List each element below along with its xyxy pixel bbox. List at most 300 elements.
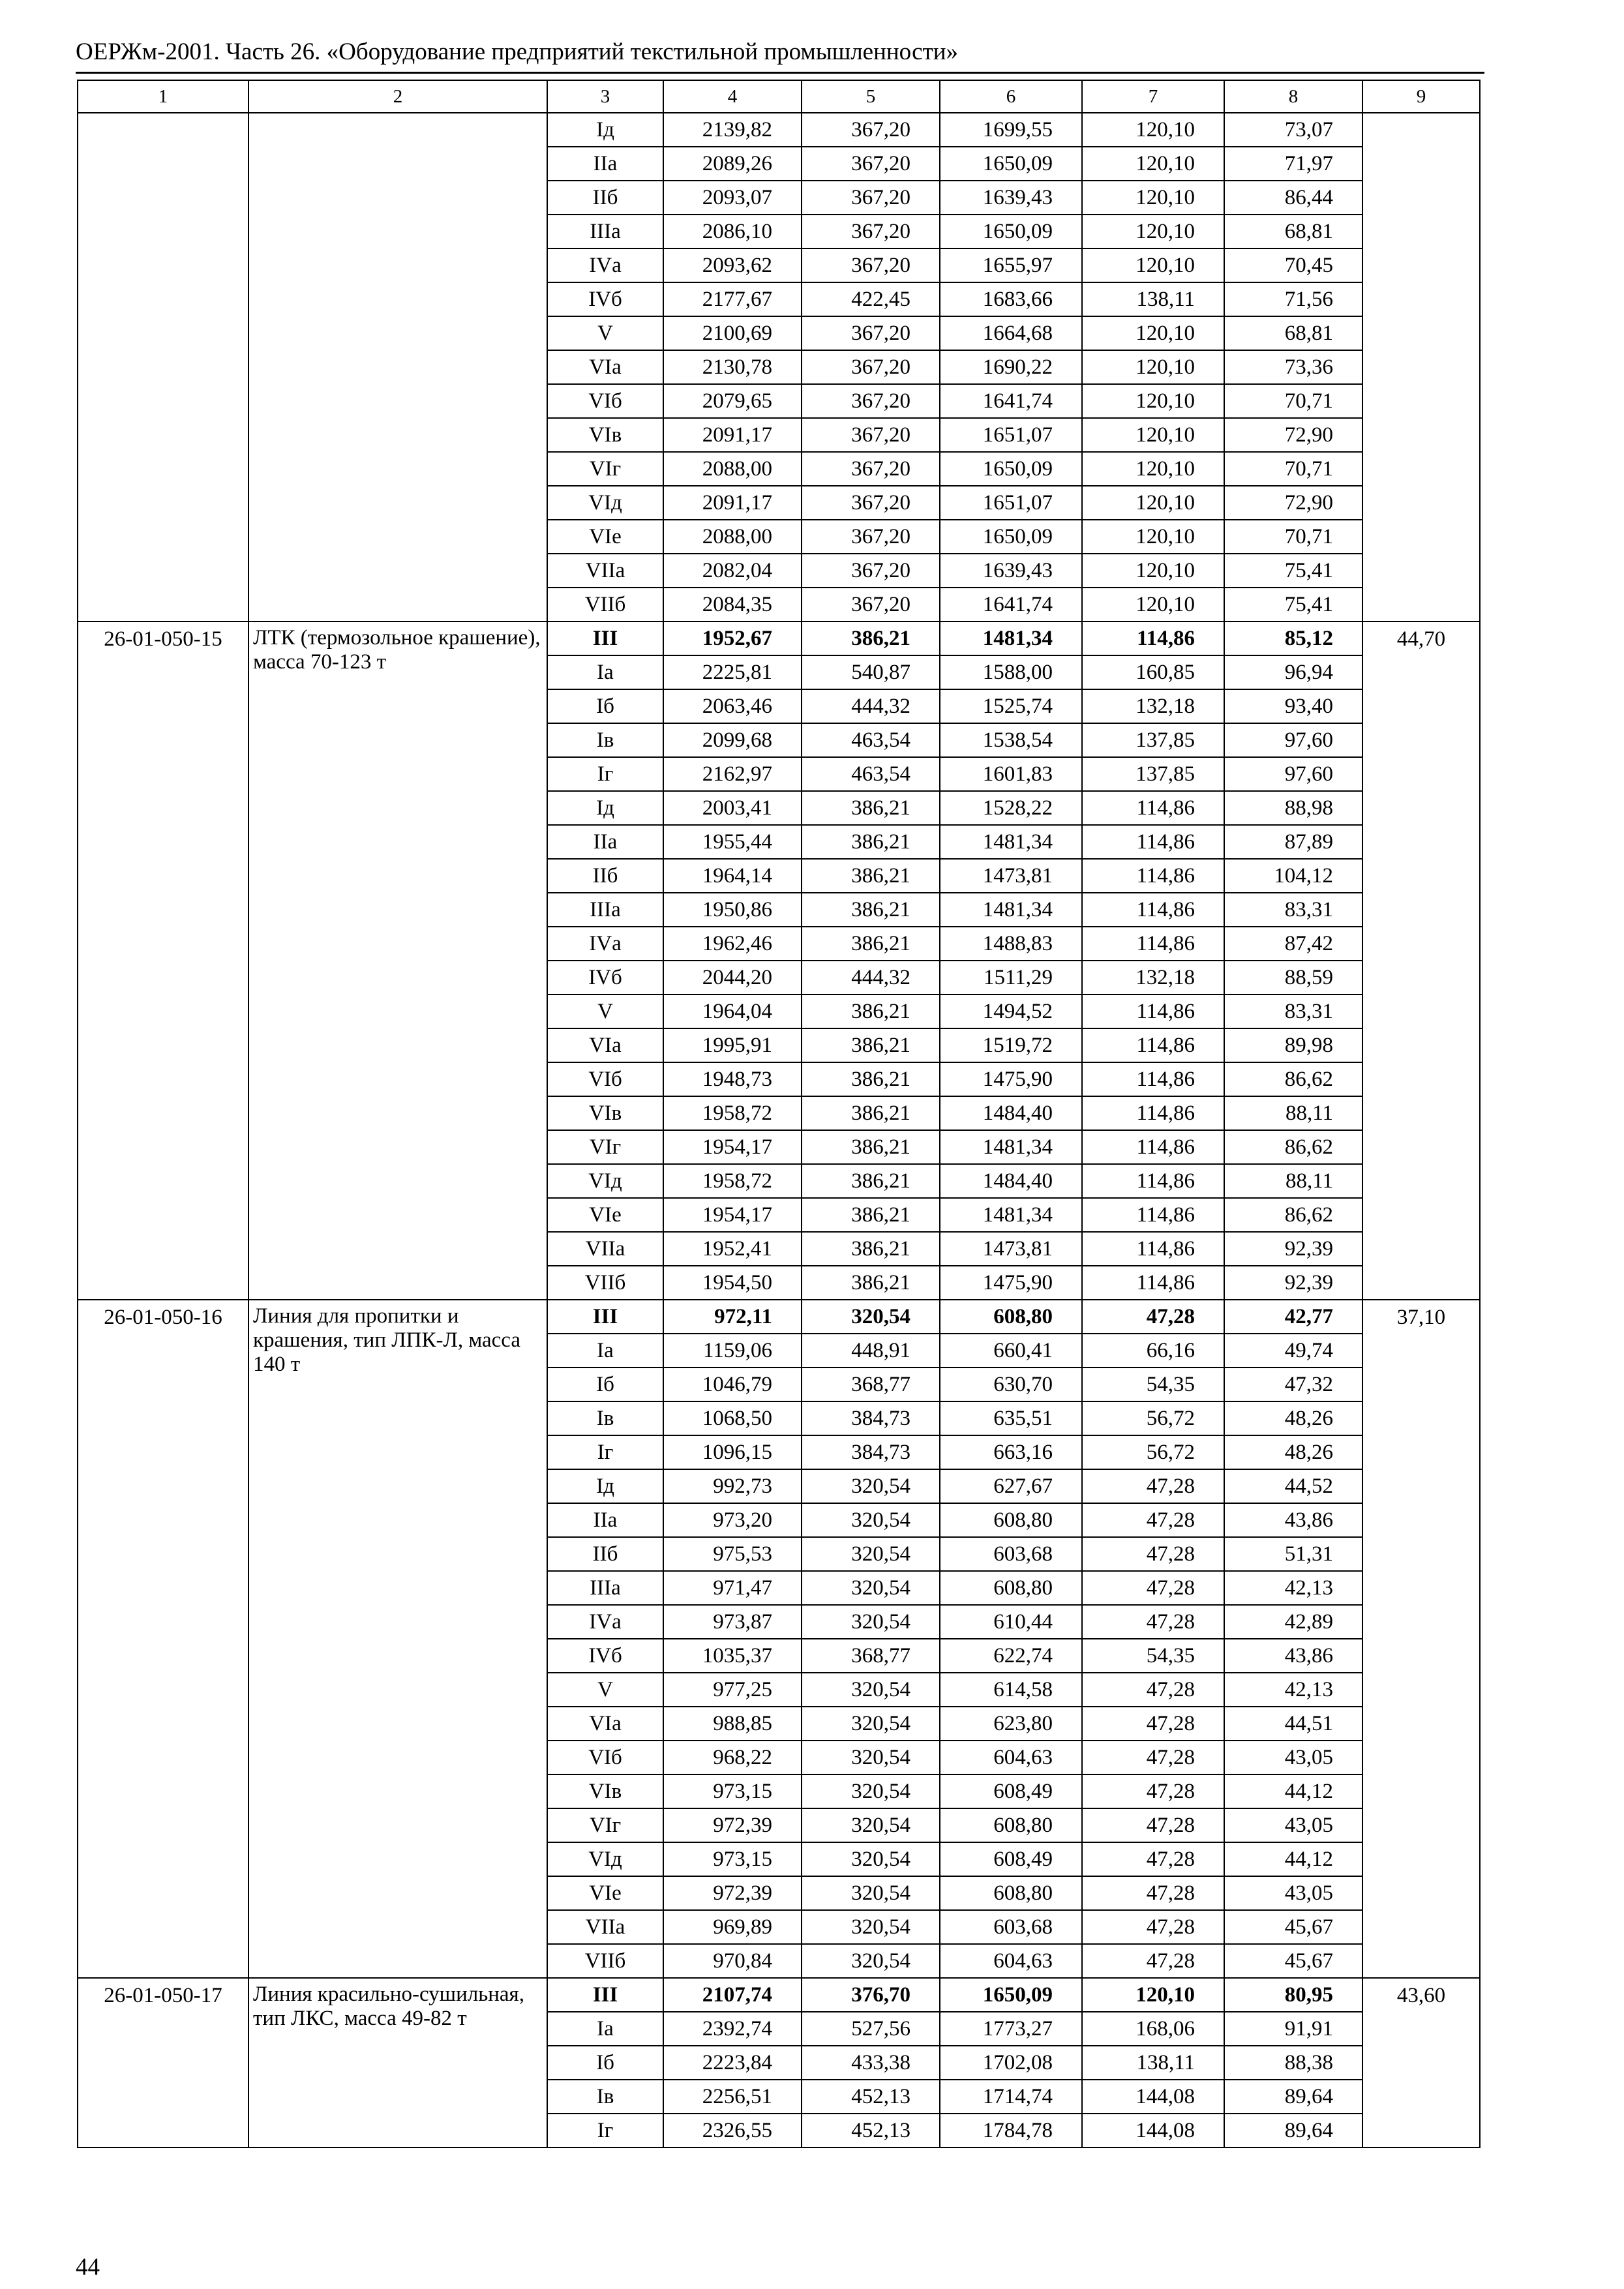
zone-cell: III xyxy=(547,621,663,655)
value-cell: 45,67 xyxy=(1224,1944,1362,1978)
value-cell: 88,59 xyxy=(1224,961,1362,995)
value-cell: 608,80 xyxy=(940,1876,1082,1910)
zone-cell: Iб xyxy=(547,689,663,723)
value-cell: 367,20 xyxy=(802,316,940,350)
value-cell: 386,21 xyxy=(802,1028,940,1062)
value-cell: 80,95 xyxy=(1224,1978,1362,2012)
value-cell: 114,86 xyxy=(1082,1232,1224,1266)
value-cell: 386,21 xyxy=(802,825,940,859)
value-cell: 320,54 xyxy=(802,1741,940,1774)
value-cell: 320,54 xyxy=(802,1605,940,1639)
value-cell: 137,85 xyxy=(1082,723,1224,757)
value-cell: 120,10 xyxy=(1082,215,1224,248)
zone-cell: IIIа xyxy=(547,215,663,248)
value-cell: 2093,07 xyxy=(663,181,802,215)
value-cell: 630,70 xyxy=(940,1368,1082,1401)
value-cell: 2177,67 xyxy=(663,282,802,316)
value-cell: 367,20 xyxy=(802,452,940,486)
value-cell: 132,18 xyxy=(1082,689,1224,723)
col9-cell: 37,10 xyxy=(1362,1300,1480,1978)
equipment-name-cell: ЛТК (термозольное крашение), масса 70-123 т xyxy=(248,621,547,1300)
value-cell: 320,54 xyxy=(802,1469,940,1503)
value-cell: 433,38 xyxy=(802,2046,940,2080)
equipment-name-cell xyxy=(248,113,547,621)
value-cell: 320,54 xyxy=(802,1537,940,1571)
zone-cell: IVб xyxy=(547,1639,663,1673)
value-cell: 2223,84 xyxy=(663,2046,802,2080)
value-cell: 2326,55 xyxy=(663,2114,802,2147)
value-cell: 1588,00 xyxy=(940,655,1082,689)
zone-cell: Iд xyxy=(547,113,663,147)
value-cell: 2088,00 xyxy=(663,520,802,554)
table-row xyxy=(78,113,1480,147)
value-cell: 120,10 xyxy=(1082,316,1224,350)
value-cell: 448,91 xyxy=(802,1334,940,1368)
value-cell: 1511,29 xyxy=(940,961,1082,995)
zone-cell: VIг xyxy=(547,1808,663,1842)
value-cell: 1639,43 xyxy=(940,554,1082,588)
zone-cell: VIв xyxy=(547,1774,663,1808)
value-cell: 368,77 xyxy=(802,1368,940,1401)
zone-cell: IIб xyxy=(547,181,663,215)
value-cell: 137,85 xyxy=(1082,757,1224,791)
zone-cell: V xyxy=(547,316,663,350)
value-cell: 97,60 xyxy=(1224,723,1362,757)
value-cell: 47,28 xyxy=(1082,1605,1224,1639)
value-cell: 1995,91 xyxy=(663,1028,802,1062)
value-cell: 992,73 xyxy=(663,1469,802,1503)
value-cell: 603,68 xyxy=(940,1537,1082,1571)
zone-cell: IVа xyxy=(547,927,663,961)
zone-cell: Iг xyxy=(547,1435,663,1469)
value-cell: 120,10 xyxy=(1082,520,1224,554)
zone-cell: IIа xyxy=(547,147,663,181)
column-number-cell: 1 xyxy=(78,80,248,113)
value-cell: 97,60 xyxy=(1224,757,1362,791)
value-cell: 386,21 xyxy=(802,1266,940,1300)
value-cell: 75,41 xyxy=(1224,588,1362,621)
header-rule xyxy=(76,72,1484,74)
value-cell: 977,25 xyxy=(663,1673,802,1707)
value-cell: 367,20 xyxy=(802,588,940,621)
value-cell: 610,44 xyxy=(940,1605,1082,1639)
value-cell: 1699,55 xyxy=(940,113,1082,147)
zone-cell: VIб xyxy=(547,1062,663,1096)
value-cell: 43,86 xyxy=(1224,1503,1362,1537)
value-cell: 367,20 xyxy=(802,520,940,554)
value-cell: 1948,73 xyxy=(663,1062,802,1096)
value-cell: 89,64 xyxy=(1224,2114,1362,2147)
value-cell: 1952,67 xyxy=(663,621,802,655)
value-cell: 1481,34 xyxy=(940,825,1082,859)
zone-cell: VIIа xyxy=(547,1232,663,1266)
zone-cell: V xyxy=(547,1673,663,1707)
value-cell: 386,21 xyxy=(802,927,940,961)
value-cell: 1664,68 xyxy=(940,316,1082,350)
value-cell: 48,26 xyxy=(1224,1435,1362,1469)
value-cell: 608,49 xyxy=(940,1774,1082,1808)
value-cell: 96,94 xyxy=(1224,655,1362,689)
column-number-row xyxy=(78,80,1480,113)
equipment-name-cell: Линия красильно-сушильная, тип ЛКС, масса 49-82 т xyxy=(248,1978,547,2147)
zone-cell: VIг xyxy=(547,1130,663,1164)
value-cell: 2082,04 xyxy=(663,554,802,588)
value-cell: 386,21 xyxy=(802,1232,940,1266)
value-cell: 1650,09 xyxy=(940,520,1082,554)
zone-cell: III xyxy=(547,1300,663,1334)
value-cell: 367,20 xyxy=(802,215,940,248)
column-number-cell: 4 xyxy=(663,80,802,113)
value-cell: 2225,81 xyxy=(663,655,802,689)
value-cell: 56,72 xyxy=(1082,1401,1224,1435)
value-cell: 623,80 xyxy=(940,1707,1082,1741)
value-cell: 47,28 xyxy=(1082,1673,1224,1707)
page-number: 44 xyxy=(76,2254,100,2281)
value-cell: 47,32 xyxy=(1224,1368,1362,1401)
value-cell: 367,20 xyxy=(802,113,940,147)
column-number-cell: 3 xyxy=(547,80,663,113)
value-cell: 120,10 xyxy=(1082,384,1224,418)
value-cell: 1683,66 xyxy=(940,282,1082,316)
value-cell: 1528,22 xyxy=(940,791,1082,825)
value-cell: 86,62 xyxy=(1224,1130,1362,1164)
value-cell: 1784,78 xyxy=(940,2114,1082,2147)
zone-cell: VIд xyxy=(547,1164,663,1198)
value-cell: 92,39 xyxy=(1224,1266,1362,1300)
value-cell: 1651,07 xyxy=(940,418,1082,452)
value-cell: 44,12 xyxy=(1224,1774,1362,1808)
value-cell: 168,06 xyxy=(1082,2012,1224,2046)
value-cell: 47,28 xyxy=(1082,1571,1224,1605)
value-cell: 1488,83 xyxy=(940,927,1082,961)
value-cell: 1481,34 xyxy=(940,1130,1082,1164)
value-cell: 44,52 xyxy=(1224,1469,1362,1503)
value-cell: 93,40 xyxy=(1224,689,1362,723)
zone-cell: IVа xyxy=(547,1605,663,1639)
rates-table xyxy=(77,80,1481,2148)
value-cell: 2100,69 xyxy=(663,316,802,350)
value-cell: 47,28 xyxy=(1082,1808,1224,1842)
value-cell: 160,85 xyxy=(1082,655,1224,689)
value-cell: 2091,17 xyxy=(663,486,802,520)
value-cell: 1068,50 xyxy=(663,1401,802,1435)
zone-cell: IIIа xyxy=(547,1571,663,1605)
zone-cell: Iа xyxy=(547,2012,663,2046)
value-cell: 1641,74 xyxy=(940,384,1082,418)
zone-cell: VIIб xyxy=(547,588,663,621)
value-cell: 42,89 xyxy=(1224,1605,1362,1639)
zone-cell: VIа xyxy=(547,350,663,384)
value-cell: 47,28 xyxy=(1082,1774,1224,1808)
value-cell: 1096,15 xyxy=(663,1435,802,1469)
value-cell: 2084,35 xyxy=(663,588,802,621)
value-cell: 42,13 xyxy=(1224,1571,1362,1605)
value-cell: 48,26 xyxy=(1224,1401,1362,1435)
value-cell: 386,21 xyxy=(802,1062,940,1096)
value-cell: 2089,26 xyxy=(663,147,802,181)
value-cell: 1954,17 xyxy=(663,1130,802,1164)
value-cell: 114,86 xyxy=(1082,893,1224,927)
value-cell: 51,31 xyxy=(1224,1537,1362,1571)
value-cell: 120,10 xyxy=(1082,1978,1224,2012)
value-cell: 88,11 xyxy=(1224,1164,1362,1198)
zone-cell: VIе xyxy=(547,1198,663,1232)
value-cell: 138,11 xyxy=(1082,282,1224,316)
value-cell: 1601,83 xyxy=(940,757,1082,791)
value-cell: 973,20 xyxy=(663,1503,802,1537)
value-cell: 1484,40 xyxy=(940,1096,1082,1130)
value-cell: 452,13 xyxy=(802,2114,940,2147)
value-cell: 973,87 xyxy=(663,1605,802,1639)
value-cell: 43,05 xyxy=(1224,1808,1362,1842)
value-cell: 635,51 xyxy=(940,1401,1082,1435)
value-cell: 972,39 xyxy=(663,1808,802,1842)
value-cell: 73,07 xyxy=(1224,113,1362,147)
value-cell: 92,39 xyxy=(1224,1232,1362,1266)
value-cell: 320,54 xyxy=(802,1808,940,1842)
value-cell: 2088,00 xyxy=(663,452,802,486)
value-cell: 320,54 xyxy=(802,1944,940,1978)
value-cell: 604,63 xyxy=(940,1741,1082,1774)
value-cell: 47,28 xyxy=(1082,1842,1224,1876)
zone-cell: Iв xyxy=(547,723,663,757)
value-cell: 120,10 xyxy=(1082,486,1224,520)
value-cell: 1494,52 xyxy=(940,995,1082,1028)
value-cell: 114,86 xyxy=(1082,1028,1224,1062)
value-cell: 1159,06 xyxy=(663,1334,802,1368)
zone-cell: Iв xyxy=(547,2080,663,2114)
value-cell: 1962,46 xyxy=(663,927,802,961)
value-cell: 422,45 xyxy=(802,282,940,316)
value-cell: 114,86 xyxy=(1082,1062,1224,1096)
value-cell: 120,10 xyxy=(1082,350,1224,384)
value-cell: 54,35 xyxy=(1082,1639,1224,1673)
value-cell: 44,12 xyxy=(1224,1842,1362,1876)
zone-cell: Iа xyxy=(547,1334,663,1368)
value-cell: 56,72 xyxy=(1082,1435,1224,1469)
value-cell: 68,81 xyxy=(1224,316,1362,350)
value-cell: 1641,74 xyxy=(940,588,1082,621)
value-cell: 386,21 xyxy=(802,995,940,1028)
value-cell: 114,86 xyxy=(1082,1164,1224,1198)
value-cell: 1481,34 xyxy=(940,1198,1082,1232)
value-cell: 114,86 xyxy=(1082,621,1224,655)
zone-cell: VIа xyxy=(547,1028,663,1062)
zone-cell: VIд xyxy=(547,1842,663,1876)
value-cell: 138,11 xyxy=(1082,2046,1224,2080)
value-cell: 71,97 xyxy=(1224,147,1362,181)
zone-cell: Iб xyxy=(547,2046,663,2080)
value-cell: 1950,86 xyxy=(663,893,802,927)
value-cell: 70,45 xyxy=(1224,248,1362,282)
value-cell: 663,16 xyxy=(940,1435,1082,1469)
value-cell: 1650,09 xyxy=(940,147,1082,181)
value-cell: 527,56 xyxy=(802,2012,940,2046)
column-number-cell: 7 xyxy=(1082,80,1224,113)
zone-cell: Iд xyxy=(547,1469,663,1503)
value-cell: 463,54 xyxy=(802,723,940,757)
value-cell: 83,31 xyxy=(1224,995,1362,1028)
value-cell: 44,51 xyxy=(1224,1707,1362,1741)
value-cell: 320,54 xyxy=(802,1673,940,1707)
value-cell: 120,10 xyxy=(1082,113,1224,147)
value-cell: 2079,65 xyxy=(663,384,802,418)
value-cell: 386,21 xyxy=(802,893,940,927)
value-cell: 70,71 xyxy=(1224,452,1362,486)
zone-cell: Iа xyxy=(547,655,663,689)
value-cell: 320,54 xyxy=(802,1503,940,1537)
value-cell: 47,28 xyxy=(1082,1503,1224,1537)
value-cell: 973,15 xyxy=(663,1842,802,1876)
value-cell: 320,54 xyxy=(802,1910,940,1944)
value-cell: 47,28 xyxy=(1082,1537,1224,1571)
value-cell: 320,54 xyxy=(802,1774,940,1808)
value-cell: 71,56 xyxy=(1224,282,1362,316)
value-cell: 386,21 xyxy=(802,859,940,893)
value-cell: 86,62 xyxy=(1224,1062,1362,1096)
column-number-cell: 6 xyxy=(940,80,1082,113)
value-cell: 43,05 xyxy=(1224,1741,1362,1774)
value-cell: 452,13 xyxy=(802,2080,940,2114)
zone-cell: III xyxy=(547,1978,663,2012)
value-cell: 1958,72 xyxy=(663,1164,802,1198)
zone-cell: VIд xyxy=(547,486,663,520)
value-cell: 88,38 xyxy=(1224,2046,1362,2080)
value-cell: 91,91 xyxy=(1224,2012,1362,2046)
equipment-name-cell: Линия для пропитки и крашения, тип ЛПК-Л, масса 140 т xyxy=(248,1300,547,1978)
value-cell: 1954,17 xyxy=(663,1198,802,1232)
value-cell: 1475,90 xyxy=(940,1266,1082,1300)
value-cell: 376,70 xyxy=(802,1978,940,2012)
value-cell: 1702,08 xyxy=(940,2046,1082,2080)
value-cell: 463,54 xyxy=(802,757,940,791)
zone-cell: Iб xyxy=(547,1368,663,1401)
value-cell: 660,41 xyxy=(940,1334,1082,1368)
value-cell: 1473,81 xyxy=(940,1232,1082,1266)
value-cell: 86,62 xyxy=(1224,1198,1362,1232)
value-cell: 1475,90 xyxy=(940,1062,1082,1096)
value-cell: 2162,97 xyxy=(663,757,802,791)
table-row xyxy=(78,1978,1480,2012)
value-cell: 972,39 xyxy=(663,1876,802,1910)
col9-cell xyxy=(1362,113,1480,621)
rate-code-cell: 26-01-050-16 xyxy=(78,1300,248,1978)
value-cell: 1046,79 xyxy=(663,1368,802,1401)
value-cell: 49,74 xyxy=(1224,1334,1362,1368)
column-number-cell: 2 xyxy=(248,80,547,113)
value-cell: 1964,04 xyxy=(663,995,802,1028)
value-cell: 42,13 xyxy=(1224,1673,1362,1707)
value-cell: 70,71 xyxy=(1224,384,1362,418)
value-cell: 969,89 xyxy=(663,1910,802,1944)
value-cell: 367,20 xyxy=(802,486,940,520)
value-cell: 2003,41 xyxy=(663,791,802,825)
value-cell: 975,53 xyxy=(663,1537,802,1571)
value-cell: 1952,41 xyxy=(663,1232,802,1266)
table-row xyxy=(78,621,1480,655)
rate-code-cell xyxy=(78,113,248,621)
value-cell: 386,21 xyxy=(802,1130,940,1164)
value-cell: 2392,74 xyxy=(663,2012,802,2046)
value-cell: 1655,97 xyxy=(940,248,1082,282)
zone-cell: Iд xyxy=(547,791,663,825)
zone-cell: Iв xyxy=(547,1401,663,1435)
value-cell: 42,77 xyxy=(1224,1300,1362,1334)
zone-cell: VIг xyxy=(547,452,663,486)
zone-cell: IIа xyxy=(547,825,663,859)
value-cell: 604,63 xyxy=(940,1944,1082,1978)
value-cell: 68,81 xyxy=(1224,215,1362,248)
value-cell: 1525,74 xyxy=(940,689,1082,723)
value-cell: 45,67 xyxy=(1224,1910,1362,1944)
value-cell: 114,86 xyxy=(1082,927,1224,961)
value-cell: 72,90 xyxy=(1224,486,1362,520)
value-cell: 968,22 xyxy=(663,1741,802,1774)
value-cell: 970,84 xyxy=(663,1944,802,1978)
value-cell: 540,87 xyxy=(802,655,940,689)
value-cell: 43,05 xyxy=(1224,1876,1362,1910)
col9-cell: 43,60 xyxy=(1362,1978,1480,2147)
value-cell: 608,80 xyxy=(940,1503,1082,1537)
value-cell: 144,08 xyxy=(1082,2080,1224,2114)
page-header: ОЕРЖм-2001. Часть 26. «Оборудование предприятий текстильной промышленности» xyxy=(76,38,958,65)
value-cell: 114,86 xyxy=(1082,859,1224,893)
value-cell: 54,35 xyxy=(1082,1368,1224,1401)
value-cell: 384,73 xyxy=(802,1401,940,1435)
value-cell: 87,89 xyxy=(1224,825,1362,859)
value-cell: 1519,72 xyxy=(940,1028,1082,1062)
value-cell: 386,21 xyxy=(802,1198,940,1232)
zone-cell: VIа xyxy=(547,1707,663,1741)
value-cell: 85,12 xyxy=(1224,621,1362,655)
value-cell: 367,20 xyxy=(802,147,940,181)
value-cell: 972,11 xyxy=(663,1300,802,1334)
zone-cell: Iг xyxy=(547,2114,663,2147)
column-number-cell: 5 xyxy=(802,80,940,113)
value-cell: 367,20 xyxy=(802,384,940,418)
rate-code-cell: 26-01-050-15 xyxy=(78,621,248,1300)
value-cell: 1481,34 xyxy=(940,893,1082,927)
value-cell: 1773,27 xyxy=(940,2012,1082,2046)
value-cell: 386,21 xyxy=(802,1164,940,1198)
value-cell: 368,77 xyxy=(802,1639,940,1673)
value-cell: 120,10 xyxy=(1082,554,1224,588)
value-cell: 1639,43 xyxy=(940,181,1082,215)
column-number-cell: 8 xyxy=(1224,80,1362,113)
value-cell: 89,98 xyxy=(1224,1028,1362,1062)
value-cell: 1650,09 xyxy=(940,1978,1082,2012)
value-cell: 1964,14 xyxy=(663,859,802,893)
zone-cell: VIе xyxy=(547,1876,663,1910)
value-cell: 1651,07 xyxy=(940,486,1082,520)
value-cell: 614,58 xyxy=(940,1673,1082,1707)
value-cell: 47,28 xyxy=(1082,1469,1224,1503)
value-cell: 2091,17 xyxy=(663,418,802,452)
value-cell: 73,36 xyxy=(1224,350,1362,384)
zone-cell: VIIб xyxy=(547,1266,663,1300)
value-cell: 120,10 xyxy=(1082,418,1224,452)
zone-cell: VIIб xyxy=(547,1944,663,1978)
value-cell: 367,20 xyxy=(802,418,940,452)
value-cell: 367,20 xyxy=(802,554,940,588)
value-cell: 1690,22 xyxy=(940,350,1082,384)
table-row xyxy=(78,1300,1480,1334)
value-cell: 1481,34 xyxy=(940,621,1082,655)
value-cell: 88,98 xyxy=(1224,791,1362,825)
value-cell: 320,54 xyxy=(802,1876,940,1910)
zone-cell: V xyxy=(547,995,663,1028)
value-cell: 114,86 xyxy=(1082,791,1224,825)
